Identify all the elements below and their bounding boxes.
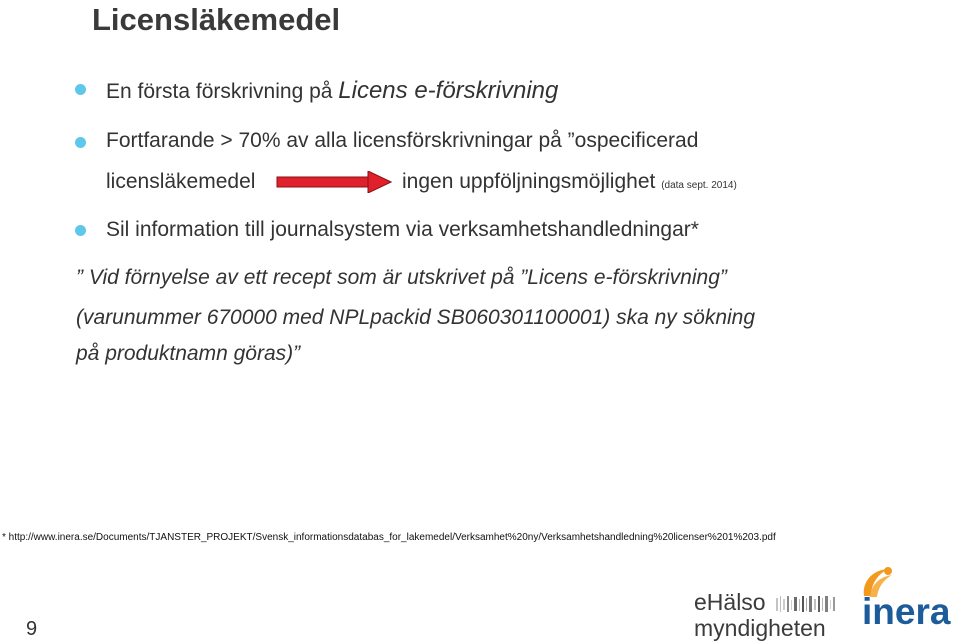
quote-line-2: (varunummer 670000 med NPLpackid SB060301100001) ska ny sökning bbox=[76, 306, 756, 329]
data-date-note: (data sept. 2014) bbox=[661, 180, 737, 191]
ehm-logo-line-1: eHälso bbox=[694, 589, 766, 615]
bullet-dot bbox=[75, 84, 86, 95]
bullet-1-text bbox=[106, 77, 558, 105]
quote-line-1: ” Vid förnyelse av ett recept som är utskrivet på ”Licens e-förskrivning” bbox=[76, 266, 727, 289]
quote-line-3: på produktnamn göras)” bbox=[76, 342, 301, 365]
ehm-logo-line-2: myndigheten bbox=[694, 615, 826, 641]
bullet-3-text: Sil information till journalsystem via verksamhetshandledningar* bbox=[106, 218, 699, 241]
bullet-2-line-1: Fortfarande > 70% av alla licensförskrivningar på ”ospecificerad bbox=[106, 129, 699, 152]
bullet-1-prefix: En första förskrivning på bbox=[106, 80, 339, 103]
bullet-2-right-text: ingen uppföljningsmöjlighet bbox=[402, 170, 656, 193]
slide-title: Licensläkemedel bbox=[92, 2, 341, 37]
page-number: 9 bbox=[26, 618, 38, 640]
red-arrow-icon bbox=[276, 171, 392, 193]
bullet-2-line-2-left: licensläkemedel bbox=[106, 170, 256, 193]
bullet-1-emphasis: Licens e-förskrivning bbox=[338, 77, 559, 104]
ehalsomyndigheten-logo bbox=[694, 586, 844, 642]
bullet-dot bbox=[75, 137, 86, 148]
inera-logo bbox=[858, 566, 958, 640]
bullet-2-line-2-right bbox=[402, 170, 737, 194]
inera-wordmark: inera bbox=[862, 591, 951, 632]
barcode-stripes-icon bbox=[776, 596, 840, 612]
bullet-dot bbox=[75, 225, 86, 236]
footnote-link[interactable]: * http://www.inera.se/Documents/TJANSTER_PROJEKT/Svensk_informationsdatabas_for_lakemedel/Verksamhet%20ny/Verksamhetshandledning%20licenser%201%203.pdf bbox=[2, 532, 776, 543]
